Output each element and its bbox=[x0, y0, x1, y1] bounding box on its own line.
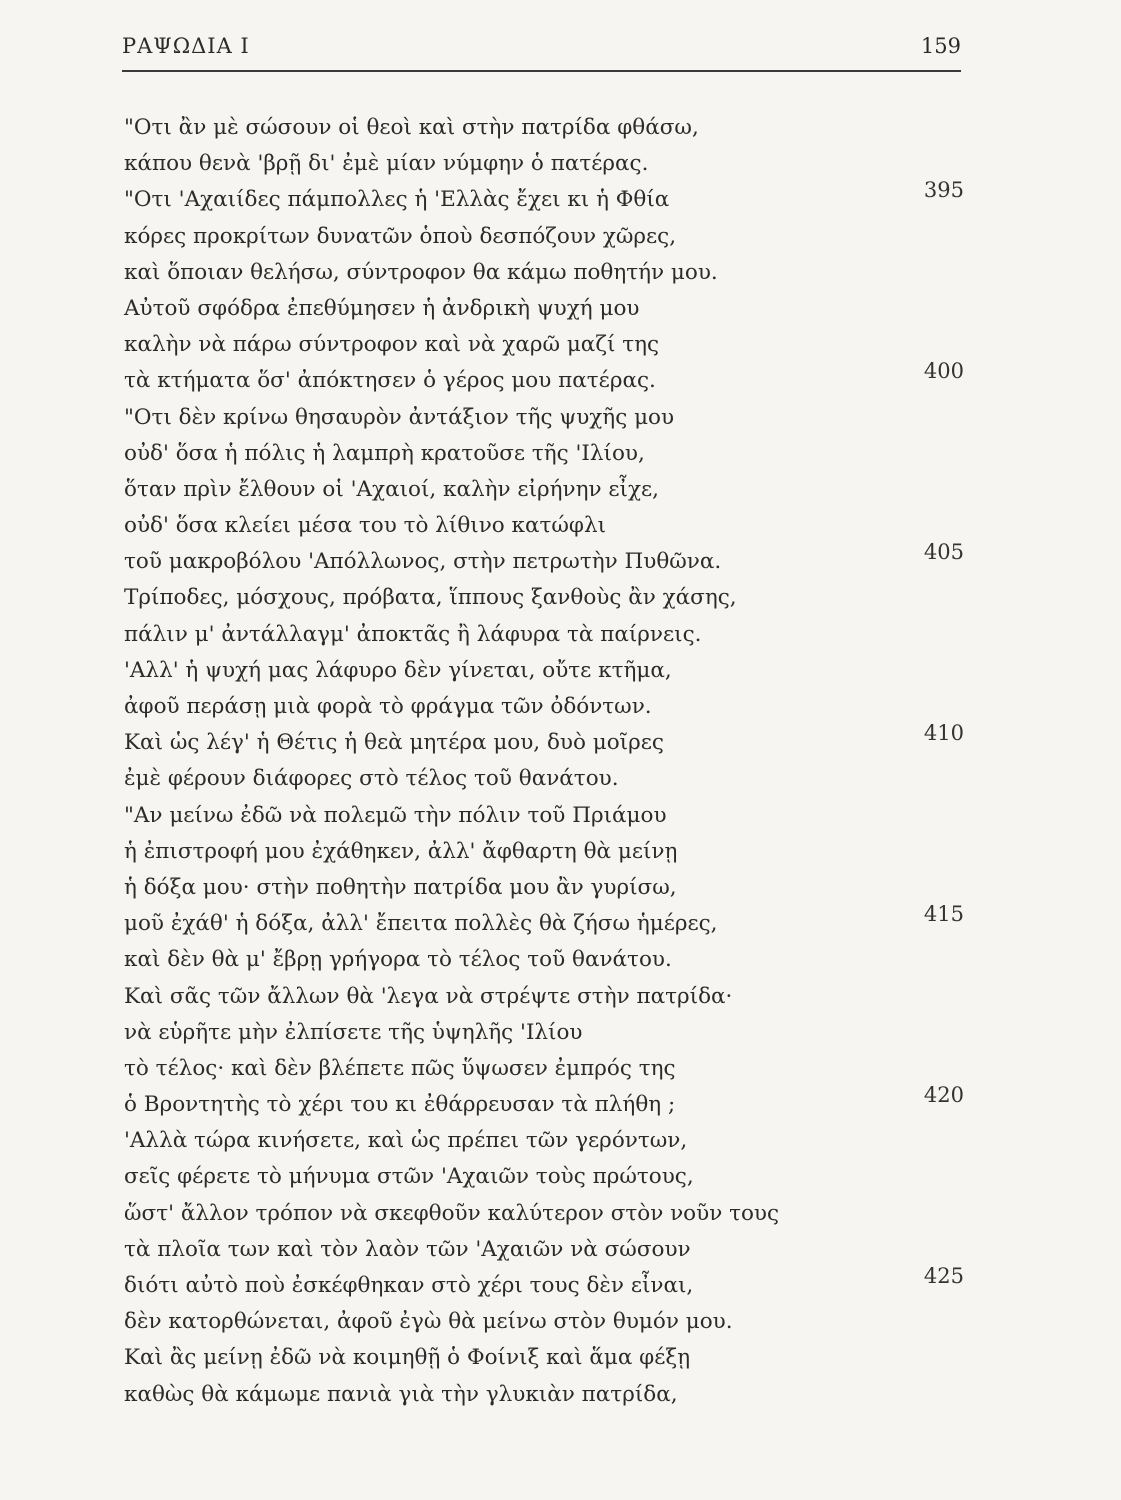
verse-text: "Οτι δὲν κρίνω θησαυρὸν ἀντάξιον τῆς ψυχῆς μου bbox=[124, 404, 675, 430]
verse-line bbox=[124, 798, 964, 834]
line-number: 415 bbox=[923, 902, 964, 927]
verse-line bbox=[124, 870, 964, 906]
verse-text: ὥστ' ἄλλον τρόπον νὰ σκεφθοῦν καλύτερον στὸν νοῦν τους bbox=[124, 1200, 780, 1226]
verse-text: κάπου θενὰ 'βρῇ δι' ἐμὲ μίαν νύμφην ὁ πατέρας. bbox=[124, 151, 649, 177]
verse-line bbox=[124, 1015, 964, 1051]
verse-text: ἐμὲ φέρουν διάφορες στὸ τέλος τοῦ θανάτου. bbox=[124, 766, 619, 792]
header-rule bbox=[122, 70, 961, 72]
line-number: 420 bbox=[923, 1083, 964, 1108]
verse-line bbox=[124, 1232, 964, 1268]
line-number: 425 bbox=[923, 1264, 964, 1288]
verse-line bbox=[124, 472, 964, 508]
verse-line bbox=[124, 255, 964, 291]
verse-text: Αὐτοῦ σφόδρα ἐπεθύμησεν ἡ ἀνδρικὴ ψυχή μου bbox=[124, 295, 640, 321]
verse-line bbox=[124, 110, 964, 146]
verse-text: διότι αὐτὸ ποὺ ἐσκέφθηκαν στὸ χέρι τους δὲν εἶναι, bbox=[124, 1273, 694, 1298]
verse-line bbox=[124, 1304, 964, 1340]
verse-text: Τρίποδες, μόσχους, πρόβατα, ἵππους ξανθοὺς ἂν χάσης, bbox=[124, 585, 737, 611]
verse-line bbox=[124, 902, 964, 942]
verse-text: 'Αλλ' ἡ ψυχή μας λάφυρο δὲν γίνεται, οὔτε κτῆμα, bbox=[124, 657, 672, 683]
verse-text: ἡ ἐπιστροφή μου ἐχάθηκεν, ἀλλ' ἄφθαρτη θὰ μείνῃ bbox=[124, 838, 678, 864]
verse-text: καὶ ὅποιαν θελήσω, σύντροφον θα κάμω ποθητήν μου. bbox=[124, 259, 718, 285]
verse-text: 'Αλλὰ τώρα κινήσετε, καὶ ὡς πρέπει τῶν γερόντων, bbox=[124, 1128, 688, 1154]
verse-text: νὰ εὑρῆτε μὴν ἐλπίσετε τῆς ὑψηλῆς 'Ιλίου bbox=[124, 1019, 583, 1045]
line-number: 395 bbox=[923, 178, 964, 203]
verse-text: "Οτι 'Αχαιίδες πάμπολλες ἡ 'Ελλὰς ἔχει κι ἡ Φθία bbox=[124, 187, 670, 213]
verse-line bbox=[124, 1051, 964, 1087]
verse-line bbox=[124, 689, 964, 725]
verse-line bbox=[124, 1340, 964, 1376]
verse-line bbox=[124, 617, 964, 653]
verse-text: τὸ τέλος· καὶ δὲν βλέπετε πῶς ὕψωσεν ἐμπρός της bbox=[124, 1055, 676, 1081]
verse-line bbox=[124, 1159, 964, 1195]
verse-line bbox=[124, 653, 964, 689]
verse-text: τοῦ μακροβόλου 'Απόλλωνος, στὴν πετρωτὴν Πυθῶνα. bbox=[124, 549, 722, 575]
verse-block bbox=[124, 110, 964, 1413]
verse-text: σεῖς φέρετε τὸ μήνυμα στῶν 'Αχαιῶν τοὺς πρώτους, bbox=[124, 1164, 694, 1190]
verse-line bbox=[124, 178, 964, 218]
verse-line bbox=[124, 540, 964, 580]
verse-line bbox=[124, 942, 964, 978]
verse-text: Καὶ ἂς μείνῃ ἐδῶ νὰ κοιμηθῇ ὁ Φοίνιξ καὶ ἅμα φέξῃ bbox=[124, 1345, 691, 1371]
verse-line bbox=[124, 291, 964, 327]
verse-line bbox=[124, 1123, 964, 1159]
verse-text: "Οτι ἂν μὲ σώσουν οἱ θεοὶ καὶ στὴν πατρίδα φθάσω, bbox=[124, 115, 699, 140]
verse-line bbox=[124, 359, 964, 399]
verse-text: ἡ δόξα μου· στὴν ποθητὴν πατρίδα μου ἂν γυρίσω, bbox=[124, 874, 677, 900]
verse-line bbox=[124, 580, 964, 616]
verse-text: μοῦ ἐχάθ' ἡ δόξα, ἀλλ' ἔπειτα πολλὲς θὰ ζήσω ἡμέρες, bbox=[124, 911, 718, 937]
verse-line bbox=[124, 979, 964, 1015]
verse-line bbox=[124, 834, 964, 870]
verse-text: οὐδ' ὅσα ἡ πόλις ἡ λαμπρὴ κρατοῦσε τῆς 'Ιλίου, bbox=[124, 440, 645, 466]
verse-text: καθὼς θὰ κάμωμε πανιὰ γιὰ τὴν γλυκιὰν πατρίδα, bbox=[124, 1381, 678, 1407]
verse-line bbox=[124, 1377, 964, 1413]
verse-text: καὶ δὲν θὰ μ' ἔβρῃ γρήγορα τὸ τέλος τοῦ θανάτου. bbox=[124, 947, 672, 973]
line-number: 405 bbox=[923, 540, 964, 565]
verse-line bbox=[124, 436, 964, 472]
line-number: 410 bbox=[923, 721, 964, 746]
verse-line bbox=[124, 761, 964, 797]
running-header-title: ΡΑΨΩΔΙΑ Ι bbox=[122, 34, 250, 58]
verse-text: Καὶ ὡς λέγ' ἡ Θέτις ἡ θεὰ μητέρα μου, δυὸ μοῖρες bbox=[124, 730, 664, 756]
verse-line bbox=[124, 1196, 964, 1232]
verse-line bbox=[124, 1083, 964, 1123]
verse-text: καλὴν νὰ πάρω σύντροφον καὶ νὰ χαρῶ μαζί της bbox=[124, 332, 660, 358]
verse-text: Καὶ σᾶς τῶν ἄλλων θὰ 'λεγα νὰ στρέψτε στὴν πατρίδα· bbox=[124, 983, 733, 1009]
verse-line bbox=[124, 721, 964, 761]
verse-text: τὰ πλοῖα των καὶ τὸν λαὸν τῶν 'Αχαιῶν νὰ σώσουν bbox=[124, 1236, 691, 1262]
verse-text: δὲν κατορθώνεται, ἀφοῦ ἐγὼ θὰ μείνω στὸν θυμόν μου. bbox=[124, 1309, 733, 1335]
verse-text: ἀφοῦ περάσῃ μιὰ φορὰ τὸ φράγμα τῶν ὀδόντων. bbox=[124, 694, 652, 719]
verse-text: "Αν μείνω ἐδῶ νὰ πολεμῶ τὴν πόλιν τοῦ Πριάμου bbox=[124, 802, 667, 828]
verse-line bbox=[124, 400, 964, 436]
line-number: 400 bbox=[923, 359, 964, 384]
page-number: 159 bbox=[920, 34, 961, 58]
verse-line bbox=[124, 327, 964, 363]
verse-text: κόρες προκρίτων δυνατῶν ὁποὺ δεσπόζουν χῶρες, bbox=[124, 223, 677, 249]
verse-line bbox=[124, 1264, 964, 1304]
verse-text: ὅταν πρὶν ἔλθουν οἱ 'Αχαιοί, καλὴν εἰρήνην εἶχε, bbox=[124, 476, 659, 502]
verse-line bbox=[124, 508, 964, 544]
verse-text: ὁ Βροντητὴς τὸ χέρι του κι ἐθάρρευσαν τὰ πλήθη ; bbox=[124, 1092, 676, 1118]
verse-line bbox=[124, 219, 964, 255]
verse-line bbox=[124, 146, 964, 182]
verse-text: τὰ κτήματα ὅσ' ἀπόκτησεν ὁ γέρος μου πατέρας. bbox=[124, 368, 656, 394]
verse-text: πάλιν μ' ἀντάλλαγμ' ἀποκτᾶς ἢ λάφυρα τὰ παίρνεις. bbox=[124, 621, 702, 647]
verse-text: οὐδ' ὅσα κλείει μέσα του τὸ λίθινο κατώφλι bbox=[124, 513, 607, 539]
